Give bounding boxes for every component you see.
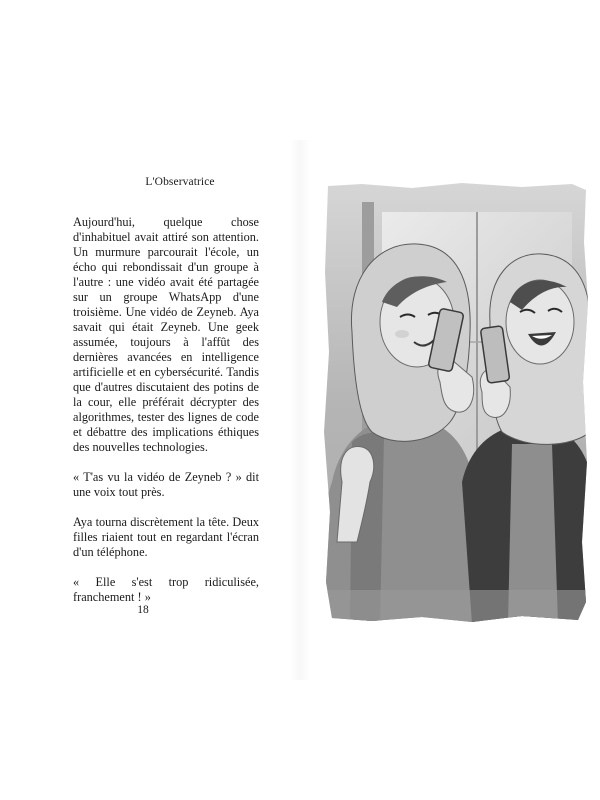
paragraph: « Elle s'est trop ridiculisée, franchement ! » xyxy=(73,575,259,604)
page-number: 18 xyxy=(137,604,149,616)
running-head: L'Observatrice xyxy=(145,176,215,188)
paragraph: Aujourd'hui, quelque chose d'inhabituel avait attiré son attention. Un murmure parcourait l'école, un écho qui rebondissait d'un groupe à l'autre : une vidéo avait été partagée sur un groupe WhatsApp d'une troisième. Une vidéo de Zeyneb. Aya savait qui était Zeyneb. Une geek assumée, toujours à l'affût des dernières avancées en intelligence artificielle et en cybersécurité. Tandis que d'autres discutaient des potins de la cour, elle préférait décrypter des algorithmes, tester des lignes de code et débattre des implications éthiques des nouvelles technologies. xyxy=(73,215,259,454)
paragraph: Aya tourna discrètement la tête. Deux filles riaient tout en regardant l'écran d'un téléphone. xyxy=(73,515,259,559)
illustration-two-girls-with-phones xyxy=(322,182,590,624)
paragraph: « T'as vu la vidéo de Zeyneb ? » dit une voix tout près. xyxy=(73,470,259,499)
right-page xyxy=(300,0,600,800)
body-text xyxy=(73,215,259,620)
